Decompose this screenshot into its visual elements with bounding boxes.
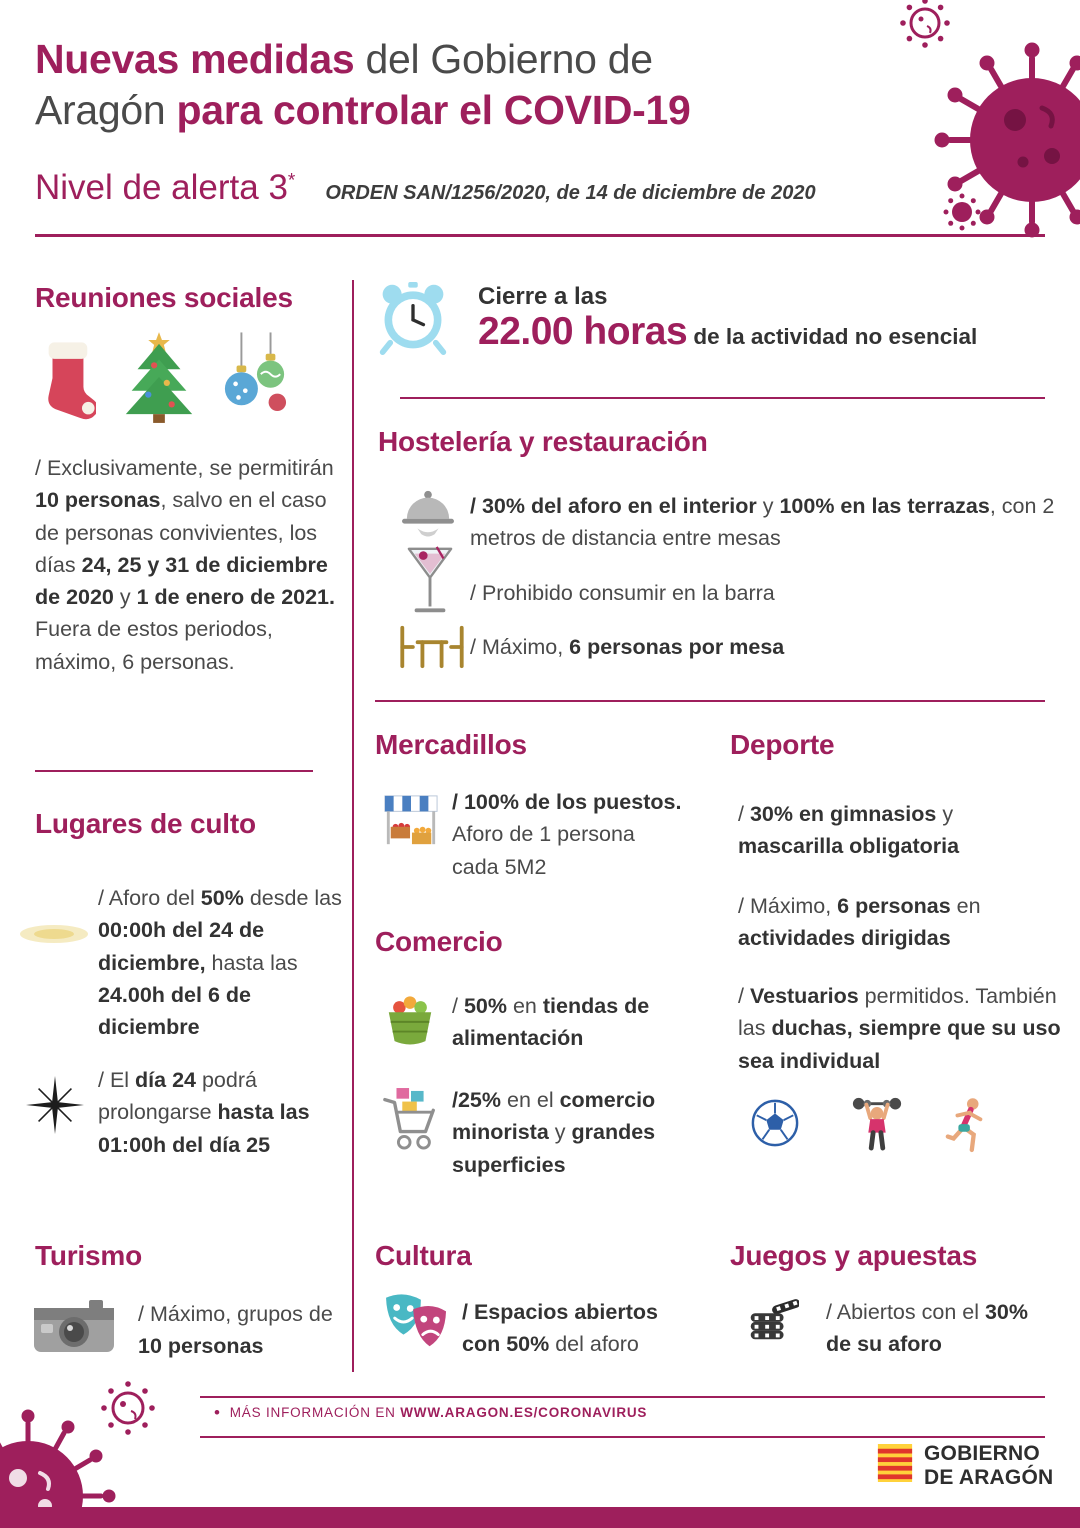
hosteleria-item-3: / Máximo, 6 personas por mesa <box>470 635 785 659</box>
deporte-item-1: / 30% en gimnasios y mascarilla obligatoria <box>738 802 960 859</box>
footer-info <box>214 1404 647 1421</box>
culto-item-1: / Aforo del 50% desde las 00:00h del 24 de diciembre, hasta las 24.00h del 6 de diciembre <box>98 886 342 1039</box>
culto-item-2: / El día 24 podrá prolongarse hasta las 01:00h del día 25 <box>98 1068 310 1157</box>
section-heading-turismo: Turismo <box>35 1240 142 1271</box>
cloche-icon <box>398 488 458 543</box>
section-heading-hosteleria: Hostelería y restauración <box>378 426 708 457</box>
closure-scope: de la actividad no esencial <box>687 324 978 349</box>
section-heading-culto: Lugares de culto <box>35 808 256 839</box>
logo-line2: DE ARAGÓN <box>924 1465 1054 1489</box>
gobierno-aragon-logo <box>876 1442 1053 1489</box>
comercio-item-1: / 50% en tiendas de alimentación <box>452 994 650 1051</box>
footer-bullet: • <box>214 1403 221 1422</box>
christmas-tree-icon <box>118 330 200 433</box>
alert-level: Nivel de alerta 3* <box>35 168 296 207</box>
logo-line1: GOBIERNO <box>924 1442 1040 1465</box>
bottom-accent-bar <box>0 1507 1080 1528</box>
theater-masks-icon <box>381 1292 453 1357</box>
page-title <box>35 34 885 136</box>
deporte-item-2: / Máximo, 6 personas en actividades dirigidas <box>738 894 981 951</box>
cocktail-icon <box>405 545 455 623</box>
closure-label: Cierre a las <box>478 283 608 310</box>
section-heading-comercio: Comercio <box>375 926 503 957</box>
aragon-flag-icon <box>876 1442 914 1489</box>
juegos-body: / Abiertos con el 30% de su aforo <box>826 1300 1028 1357</box>
table-chairs-icon <box>396 624 468 675</box>
alarm-clock-icon <box>376 280 450 361</box>
deporte-item-3: / Vestuarios permitidos. También las duchas, siempre que su uso sea individual <box>738 984 1061 1073</box>
column-divider <box>352 280 354 1372</box>
section-heading-juegos: Juegos y apuestas <box>730 1240 978 1271</box>
closure-line <box>478 310 1048 354</box>
hosteleria-divider <box>375 700 1045 702</box>
footer-divider-top <box>200 1396 1045 1398</box>
closure-time: 22.00 horas <box>478 310 688 353</box>
reuniones-icons <box>38 330 288 433</box>
reuniones-body: / Exclusivamente, se permitirán 10 personas, salvo en el caso de personas convivientes, los días 24, 25 y 31 de diciembre de 2020 y 1 de enero de 2021. Fuera de estos periodos, máximo, 6 personas. <box>35 456 335 674</box>
candle-glow-icon <box>18 922 90 951</box>
section-heading-mercadillos: Mercadillos <box>375 729 527 760</box>
weightlifter-icon <box>850 1092 904 1157</box>
shopping-cart-icon <box>381 1082 441 1161</box>
closure-divider <box>400 397 1045 399</box>
cultura-body: / Espacios abiertos con 50% del aforo <box>462 1300 658 1357</box>
footer-url: WWW.ARAGON.ES/CORONAVIRUS <box>400 1405 648 1420</box>
sparkle-star-icon <box>26 1076 84 1139</box>
hosteleria-item-1: / 30% del aforo en el interior y 100% en las terrazas, con 2 metros de distancia entre mesas <box>470 494 1055 551</box>
footer-divider-bottom <box>200 1436 1045 1438</box>
left-divider <box>35 770 313 772</box>
mercadillos-body: / 100% de los puestos. Aforo de 1 persona cada 5M2 <box>452 790 682 879</box>
hosteleria-item-2: / Prohibido consumir en la barra <box>470 581 775 605</box>
footer-info-text: MÁS INFORMACIÓN EN WWW.ARAGON.ES/CORONAVIRUS <box>229 1405 648 1420</box>
virus-icon-footer <box>0 1378 180 1528</box>
order-reference: ORDEN SAN/1256/2020, de 14 de diciembre de 2020 <box>325 182 816 204</box>
comercio-item-2: /25% en el comercio minorista y grandes superficies <box>452 1088 656 1177</box>
section-heading-cultura: Cultura <box>375 1240 472 1271</box>
soccer-ball-icon <box>750 1098 800 1153</box>
runner-icon <box>944 1096 990 1161</box>
grocery-basket-icon <box>383 990 437 1053</box>
logo-text <box>924 1442 1053 1489</box>
page-title-line1: Nuevas medidas del Gobierno de <box>35 36 653 82</box>
poker-chips-icon <box>743 1292 799 1353</box>
alert-asterisk: * <box>287 170 296 192</box>
virus-icon <box>880 0 1080 273</box>
section-heading-deporte: Deporte <box>730 729 835 760</box>
section-heading-reuniones: Reuniones sociales <box>35 282 293 313</box>
baubles-icon <box>222 332 288 433</box>
christmas-stocking-icon <box>38 338 96 433</box>
camera-icon <box>33 1296 115 1361</box>
market-stall-icon <box>383 790 439 857</box>
turismo-body: / Máximo, grupos de 10 personas <box>138 1302 333 1359</box>
page-title-line2: Aragón para controlar el COVID-19 <box>35 86 691 133</box>
header-divider <box>35 234 1045 237</box>
